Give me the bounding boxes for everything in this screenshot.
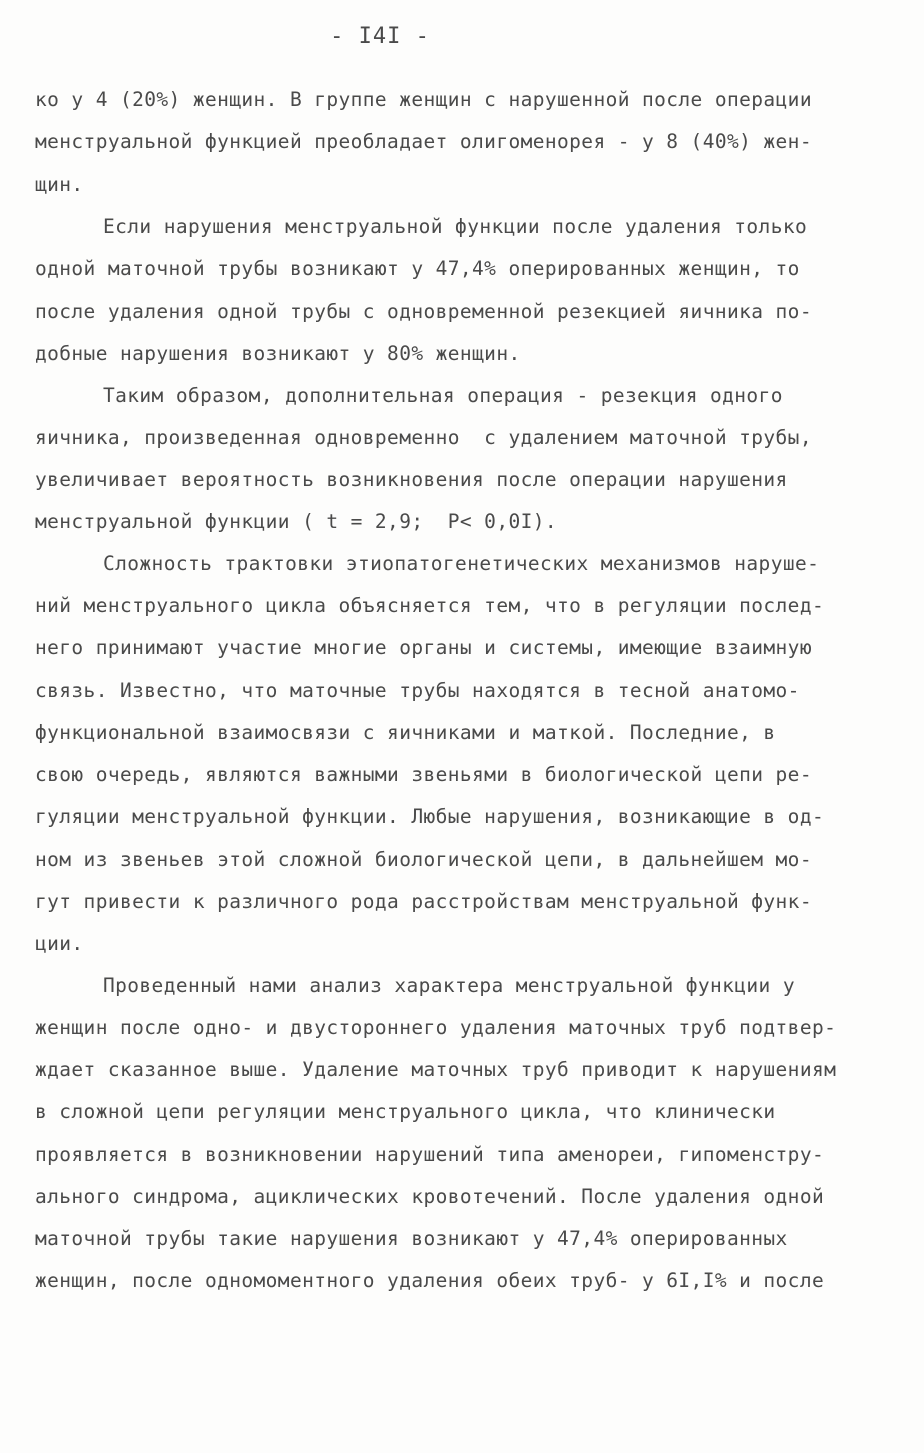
text-line-12: Сложность трактовки этиопатогенетических механизмов наруше- xyxy=(103,552,820,575)
text-line-6: после удаления одной трубы с одновременной резекцией яичника по- xyxy=(35,300,812,323)
text-line-24: ждает сказанное выше. Удаление маточных труб приводит к нарушениям xyxy=(35,1058,837,1081)
text-line-8: Таким образом, дополнительная операция - резекция одного xyxy=(103,384,783,407)
text-line-13: ний менструального цикла объясняется тем, что в регуляции послед- xyxy=(35,594,825,617)
text-line-19: ном из звеньев этой сложной биологической цепи, в дальнейшем мо- xyxy=(35,848,812,871)
text-line-16: функциональной взаимосвязи с яичниками и маткой. Последние, в xyxy=(35,721,776,744)
text-line-26: проявляется в возникновении нарушений типа аменореи, гипоменстру- xyxy=(35,1143,825,1166)
text-line-2: менструальной функцией преобладает олигоменорея - у 8 (40%) жен- xyxy=(35,130,812,153)
text-line-27: ального синдрома, ациклических кровотечений. После удаления одной xyxy=(35,1185,825,1208)
text-line-14: него принимают участие многие органы и системы, имеющие взаимную xyxy=(35,636,812,659)
text-line-9: яичника, произведенная одновременно с удалением маточной трубы, xyxy=(35,426,812,449)
text-line-29: женщин, после одномоментного удаления обеих труб- у 6I,I% и после xyxy=(35,1269,825,1292)
text-line-17: свою очередь, являются важными звеньями в биологической цепи ре- xyxy=(35,763,812,786)
text-line-22: Проведенный нами анализ характера менструальной функции у xyxy=(103,974,795,997)
text-line-3: щин. xyxy=(35,173,84,196)
text-line-21: ции. xyxy=(35,932,84,955)
page-number: - I4I - xyxy=(330,24,430,49)
text-line-11: менструальной функции ( t = 2,9; P< 0,0I). xyxy=(35,510,558,533)
text-line-4: Если нарушения менструальной функции после удаления только xyxy=(103,215,808,238)
text-line-28: маточной трубы такие нарушения возникают у 47,4% оперированных xyxy=(35,1227,788,1250)
text-line-23: женщин после одно- и двустороннего удаления маточных труб подтвер- xyxy=(35,1016,837,1039)
text-line-20: гут привести к различного рода расстройствам менструальной функ- xyxy=(35,890,812,913)
text-line-7: добные нарушения возникают у 80% женщин. xyxy=(35,342,521,365)
text-line-25: в сложной цепи регуляции менструального цикла, что клинически xyxy=(35,1100,776,1123)
text-line-5: одной маточной трубы возникают у 47,4% оперированных женщин, то xyxy=(35,257,800,280)
text-line-18: гуляции менструальной функции. Любые нарушения, возникающие в од- xyxy=(35,805,825,828)
text-line-10: увеличивает вероятность возникновения после операции нарушения xyxy=(35,468,788,491)
text-line-1: ко у 4 (20%) женщин. В группе женщин с нарушенной после операции xyxy=(35,88,812,111)
text-line-15: связь. Известно, что маточные трубы находятся в тесной анатомо- xyxy=(35,679,800,702)
